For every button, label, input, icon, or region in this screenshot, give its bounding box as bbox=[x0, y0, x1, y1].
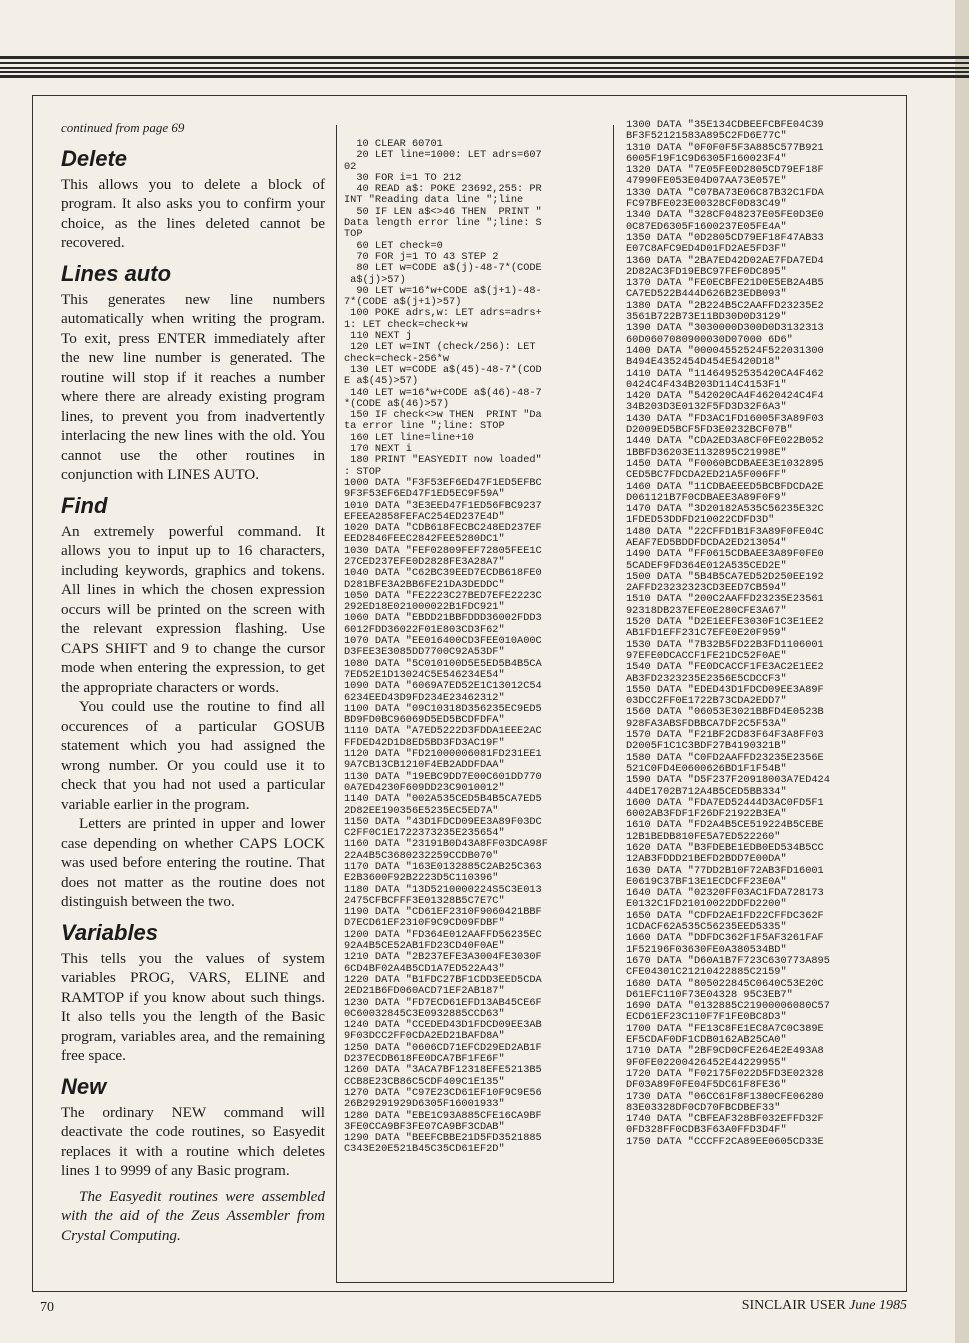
listing-line: 1210 DATA "2B237EFE3A3004FE3030F bbox=[344, 951, 542, 964]
basic-listing-left bbox=[344, 139, 608, 1156]
listing-line: 2ED21B6FD060ACD71EF2AB187" bbox=[344, 985, 505, 998]
listing-line: 150 IF check<>w THEN PRINT "Da bbox=[344, 409, 542, 422]
listing-line: 1FDED53DDFD210022CDFD3D" bbox=[626, 514, 775, 527]
listing-line: C2FF0C1E1722373235E235654" bbox=[344, 827, 505, 840]
listing-line: 9F03DCC2FF0CDA2ED21BAFD8A" bbox=[344, 1030, 505, 1043]
listing-line: 1400 DATA "00004552524F522031300 bbox=[626, 344, 824, 357]
listing-line: E a$(45)>57) bbox=[344, 375, 419, 388]
listing-line: 1150 DATA "43D1FDCD09EE3A89F03DC bbox=[344, 815, 542, 828]
listing-line: 1310 DATA "0F0F0F5F3A885C577B921 bbox=[626, 141, 824, 154]
listing-line: 1740 DATA "CBFEAF328BF032EFFD32F bbox=[626, 1113, 824, 1126]
basic-listing-right bbox=[626, 120, 910, 1148]
listing-line: AB3FD2323235E2356E5CDCCF3" bbox=[626, 672, 787, 685]
listing-line: E0132C1FD21010022DDFD2200" bbox=[626, 898, 787, 911]
listing-line: D61EFC110F73E04328 95C3EB7" bbox=[626, 988, 793, 1001]
listing-line: 1630 DATA "77DD2B10F72AB3FD16001 bbox=[626, 864, 824, 877]
listing-line: 0A7ED4230F609DD23C9010012" bbox=[344, 781, 505, 794]
listing-line: 0C60032845C3E0932885CCD63" bbox=[344, 1007, 505, 1020]
paragraph: This allows you to delete a block of program. It also asks you to confirm your choice, as the lines deleted cannot be recovered. bbox=[61, 175, 325, 251]
listing-line: 292ED18E021000022B1FDC921" bbox=[344, 601, 505, 614]
listing-line: 1320 DATA "7E05FE0D2805CD79EF18F bbox=[626, 164, 824, 177]
paragraph: This generates new line numbers automatically when writing the program. To exit, press ENTER immediately after the new line number is generated. The routine will stop if it reaches a number where there are already existing program lines, to prevent you from inadvertently interlacing the new lines with the old. You cannot use the other routines in conjunction with LINES AUTO. bbox=[61, 290, 325, 483]
listing-line: 1380 DATA "2B224B5C2AAFFD23235E2 bbox=[626, 299, 824, 312]
listing-line: D3FEE3E3085DD7700C92A53DF" bbox=[344, 646, 505, 659]
listing-line: D281BFE3A2BB6FE21DA3DEDDC" bbox=[344, 578, 505, 591]
listing-line: 1250 DATA "0606CD71EFCD29ED2AB1F bbox=[344, 1041, 542, 1054]
listing-line: FFDED42D1D8ED5BD3FD3AC19F" bbox=[344, 736, 505, 749]
listing-line: 1600 DATA "FDA7ED52444D3AC0FD5F1 bbox=[626, 796, 824, 809]
listing-line: 1580 DATA "C0FD2AAFFD23235E2356E bbox=[626, 751, 824, 764]
listing-line: 0FD328FF0CDB3F63A0FFD3D4F" bbox=[626, 1124, 787, 1137]
listing-line: 1140 DATA "002A535CED5B4B5CA7ED5 bbox=[344, 793, 542, 806]
listing-line: 1620 DATA "B3FDEBE1EDB0ED534B5CC bbox=[626, 842, 824, 854]
header-rules bbox=[0, 56, 969, 78]
listing-line: 1060 DATA "EBDD21BBFDDD36002FDD3 bbox=[344, 612, 542, 625]
listing-line: 02 bbox=[344, 160, 357, 173]
listing-line: 1090 DATA "6069A7ED52E1C13012C54 bbox=[344, 680, 542, 693]
listing-line: 1270 DATA "C97E23CD61EF10F9C9E56 bbox=[344, 1086, 542, 1099]
credit-note: The Easyedit routines were assembled with the aid of the Zeus Assembler from Crystal Computing. bbox=[61, 1187, 325, 1244]
listing-line: 928FA3ABSFDBBCA7DF2C5F53A" bbox=[626, 717, 787, 730]
listing-line: 7*(CODE a$(j+1)>57) bbox=[344, 296, 462, 309]
listing-line: 1480 DATA "22CFFD1B1F3A89F0FE04C bbox=[626, 525, 824, 538]
listing-line: *(CODE a$(46)>57) bbox=[344, 397, 450, 410]
listing-line: 60D0607080900030D07000 6D6" bbox=[626, 333, 793, 346]
listing-line: 1CDACF62A535C56235EED5335" bbox=[626, 921, 787, 934]
listing-line: 1000 DATA "F3F53EF6ED47F1ED5EFBC bbox=[344, 476, 542, 489]
listing-line: 1510 DATA "200C2AAFFD23235E23561 bbox=[626, 593, 824, 606]
paragraph: This tells you the values of system variables PROG, VARS, ELINE and RAMTOP if you know about such things. It also tells you the length of the Basic program, variables area, and the remaining free space. bbox=[61, 949, 325, 1064]
listing-line: 9F0FE02200426452E44229955" bbox=[626, 1056, 787, 1069]
listing-line: B494E4352454D454E5420D18" bbox=[626, 356, 781, 369]
listing-line: 140 LET w=16*w+CODE a$(46)-48-7 bbox=[344, 386, 542, 399]
heading-variables: Variables bbox=[61, 919, 159, 945]
magazine-footer bbox=[742, 1298, 907, 1314]
magazine-name: SINCLAIR USER bbox=[741, 1298, 846, 1313]
listing-line: EED2846FEEC2842FEE5280DC1" bbox=[344, 533, 505, 546]
listing-line: 1290 DATA "BEEFCBBE21D5FD3521885 bbox=[344, 1132, 542, 1145]
listing-line: D2005F1C1C3BDF27B4190321B" bbox=[626, 740, 787, 753]
continued-note: continued from page 69 bbox=[61, 120, 185, 135]
listing-line: 1110 DATA "A7ED5222D3FDDA1EEE2AC bbox=[344, 725, 542, 738]
listing-line: 1390 DATA "3030000D300D0D3132313 bbox=[626, 322, 824, 335]
listing-line: D2009ED5BCF5FD3E0232BCF07B" bbox=[626, 424, 793, 437]
listing-line: 97EFE0DCACCF1FE21DC52F0AE" bbox=[626, 649, 787, 662]
listing-line: 1660 DATA "DDFDC362F1F5AF3261FAF bbox=[626, 932, 824, 945]
listing-line: 6234EED43D9FD234E23462312" bbox=[344, 691, 505, 704]
listing-line: 7ED52E1D13024C5E546234E54" bbox=[344, 668, 505, 681]
listing-line: 10 CLEAR 60701 bbox=[344, 138, 443, 150]
listing-line: 1100 DATA "09C10318D356235EC9ED5 bbox=[344, 702, 542, 715]
listing-line: 180 PRINT "EASYEDIT now loaded" bbox=[344, 454, 542, 467]
listing-line: 1430 DATA "FD3AC1FD16005F3A89F03 bbox=[626, 412, 824, 425]
listing-line: CCB8E23CB86C5CDF409C1E135" bbox=[344, 1075, 505, 1088]
listing-line: 3FE0CCA9BF3FE07CA9BF3CDAB" bbox=[344, 1120, 505, 1133]
listing-line: 1490 DATA "FF0615CDBAEE3A89F0FE0 bbox=[626, 548, 824, 561]
listing-line: 100 POKE adrs,w: LET adrs=adrs+ bbox=[344, 307, 542, 320]
listing-line: 1750 DATA "CCCFF2CA89EE0605CD33E bbox=[626, 1135, 824, 1148]
listing-line: 1520 DATA "D2E1EEFE3030F1C3E1EE2 bbox=[626, 616, 824, 629]
listing-line: 521C0FD4E0600626BD1F1F54B" bbox=[626, 762, 787, 775]
listing-line: D061121B7F0CDBAEE3A89F0F9" bbox=[626, 491, 787, 504]
listing-line: 12AB3FDDD21BEFD2BDD7E00DA" bbox=[626, 853, 787, 866]
listing-line: 1340 DATA "328CF048237E05FE0D3E0 bbox=[626, 209, 824, 222]
page-edge bbox=[955, 0, 969, 1343]
heading-delete: Delete bbox=[61, 145, 128, 171]
listing-line: ECD61EF23C110F7F1FE0BC8D3" bbox=[626, 1011, 787, 1024]
listing-line: 1460 DATA "11CDBAEEED5BCBFDCDA2E bbox=[626, 480, 824, 493]
listing-line: 6CD4BF02A4B5CD1A7ED522A43" bbox=[344, 962, 505, 975]
heading-lines-auto: Lines auto bbox=[61, 260, 172, 286]
listing-line: 1080 DATA "5C010100D5E5ED5B4B5CA bbox=[344, 657, 542, 670]
listing-line: 1560 DATA "06053E3021BBFD4E0523B bbox=[626, 706, 824, 719]
issue-date: June 1985 bbox=[849, 1298, 907, 1313]
listing-line: AB1FD1EFF231C7EFE0E20F959" bbox=[626, 627, 787, 640]
paragraph: Letters are printed in upper and lower case depending on whether CAPS LOCK was used before entering the routine. That does not matter as the routine does not distinguish between the two. bbox=[61, 815, 325, 910]
heading-find: Find bbox=[61, 492, 108, 518]
listing-line: 110 NEXT j bbox=[344, 330, 412, 343]
listing-line: 92318DB237EFE0E280CFE3A67" bbox=[626, 604, 787, 617]
listing-line: 2AFFD23232323CD3EED7CB594" bbox=[626, 582, 787, 595]
listing-line: 1730 DATA "06CC61F8F1380CFE06280 bbox=[626, 1090, 824, 1103]
listing-line: 1030 DATA "FEF02809FEF72805FEE1C bbox=[344, 544, 542, 557]
listing-line: 130 LET w=CODE a$(45)-48-7*(COD bbox=[344, 363, 542, 376]
listing-line: TOP bbox=[344, 228, 363, 241]
listing-line: 1370 DATA "FE0ECBFE21D0E5EB2A4B5 bbox=[626, 277, 824, 290]
paragraph: An extremely powerful command. It allows you to input up to 16 characters, including keywords, graphics and tokens. All lines in which the chosen expression occurs will be printed on the screen with the relevant expression flashing. Use CAPS SHIFT and 9 to change the cursor mode when entering the expression, to get the appropriate characters or words. bbox=[61, 522, 325, 696]
listing-line: 22A4B5C3680232259CCDB070" bbox=[344, 849, 499, 862]
listing-line: 1240 DATA "CCEDED43D1FDCD09EE3AB bbox=[344, 1019, 542, 1032]
listing-line: 1040 DATA "C62BC39EED7ECDB618FE0 bbox=[344, 567, 542, 580]
listing-line: E0619C37BF13E1ECDCFF23E0A" bbox=[626, 875, 787, 888]
listing-line: 1160 DATA "23191B0D43A8FF03DCA98F bbox=[344, 838, 548, 851]
listing-line: 6002AB3FDF1F26DF21922B3EA" bbox=[626, 808, 787, 821]
listing-line: EFEEA2858FEFAC254ED237E4D" bbox=[344, 510, 505, 523]
listing-line: 1690 DATA "0132885C21900006080C57 bbox=[626, 1000, 830, 1013]
listing-line: 44DE1702B712A4B5CED5BB334" bbox=[626, 785, 787, 798]
listing-line: 1010 DATA "3E3EED47F1ED56FBC9237 bbox=[344, 499, 542, 512]
listing-line: 27CED237EFE0D2828FE3A28A7" bbox=[344, 555, 505, 568]
page-number: 70 bbox=[40, 1300, 54, 1315]
listing-line: 1020 DATA "CDB618FECBC248ED237EF bbox=[344, 522, 542, 535]
listing-line: 1350 DATA "0D2805CD79EF18F47AB33 bbox=[626, 231, 824, 244]
listing-line: 2475CFBCFFF3E01328B5C7E7C" bbox=[344, 894, 505, 907]
listing-line: 60 LET check=0 bbox=[344, 239, 443, 252]
listing-line: 1200 DATA "FD364E012AAFFD56235EC bbox=[344, 928, 542, 941]
listing-line: 9F3F53EF6ED47F1ED5EC9F59A" bbox=[344, 488, 505, 501]
paragraph: The ordinary NEW command will deactivate the code routines, so Easyedit replaces it with a routine which deletes lines 1 to 9999 of any Basic program. bbox=[61, 1103, 325, 1179]
listing-line: 1130 DATA "19EBC9DD7E00C601DD770 bbox=[344, 770, 542, 783]
listing-line: 1570 DATA "F21BF2CD83F64F3A8FF03 bbox=[626, 729, 824, 742]
listing-line: 0C87ED6305F1600237E05FE4A" bbox=[626, 220, 787, 233]
listing-line: 2D82AC3FD19EBC97FEF0DC895" bbox=[626, 265, 787, 278]
listing-line: 1190 DATA "CD61EF2310F9060421BBF bbox=[344, 906, 542, 919]
listing-line: 1450 DATA "F0060BCDBAEE3E1032895 bbox=[626, 457, 824, 470]
listing-line: 1180 DATA "13D5210000224S5C3E013 bbox=[344, 883, 542, 896]
listing-line: 1590 DATA "D5F237F20918003A7ED424 bbox=[626, 774, 830, 787]
listing-line: 3561B722B73E11BD30D0D3129" bbox=[626, 311, 787, 324]
listing-line: 1610 DATA "FD2A4B5CE519224B5CEBE bbox=[626, 819, 824, 832]
paragraph: You could use the routine to find all occurences of a particular GOSUB statement which you had assigned the wrong number. Or you could use it to check that you had not used a particular variable earlier in the program. bbox=[61, 698, 325, 813]
listing-line: 1BBFD36203E1132895C21998E" bbox=[626, 446, 787, 459]
listing-line: 170 NEXT i bbox=[344, 443, 412, 456]
heading-new: New bbox=[61, 1073, 107, 1099]
listing-line: 30 FOR i=1 TO 212 bbox=[344, 171, 462, 184]
listing-line: 1: LET check=check+w bbox=[344, 318, 468, 331]
listing-line: 03DCC2FF0E1722B73CDA2EDD7" bbox=[626, 695, 787, 708]
listing-line: BD9FD0BC96069D5ED5BCDFDFA" bbox=[344, 714, 505, 727]
article-text bbox=[61, 118, 325, 1245]
listing-line: CA7ED522B444D626B23EDB093" bbox=[626, 288, 787, 301]
listing-line: 1420 DATA "542020CA4F4620424C4F4 bbox=[626, 390, 824, 403]
listing-line: 5CADEF9FD364E012A535CED2E" bbox=[626, 559, 787, 572]
listing-line: CFE04301C21210422885C2159" bbox=[626, 966, 787, 979]
listing-line: AEAF7ED5BDDFDCDA2ED213054" bbox=[626, 536, 787, 549]
listing-line: 1500 DATA "5B4B5CA7ED52D250EE192 bbox=[626, 570, 824, 583]
listing-line: 1070 DATA "EE016400CD3FEE010A00C bbox=[344, 635, 542, 648]
listing-line: 50 IF LEN a$<>46 THEN PRINT " bbox=[344, 205, 542, 218]
listing-line: 26B29291929D6305F16001933" bbox=[344, 1098, 505, 1111]
listing-line: FC97BFE023E00328CF0D83C49" bbox=[626, 198, 787, 211]
listing-line: 0424C4F434B203D114C4153F1" bbox=[626, 378, 787, 391]
listing-line: 70 FOR j=1 TO 43 STEP 2 bbox=[344, 250, 499, 263]
listing-line: EF5CDAF0DF1CDB0162AB25CA0" bbox=[626, 1034, 787, 1047]
listing-line: 1550 DATA "EDED43D1FDCD09EE3A89F bbox=[626, 683, 824, 696]
listing-line: INT "Reading data line ";line bbox=[344, 194, 524, 207]
listing-line: 1700 DATA "FE13C8FE1EC8A7C0C389E bbox=[626, 1022, 824, 1035]
listing-line: 1650 DATA "CDFD2AE1FD22CFFDC362F bbox=[626, 909, 824, 922]
listing-line: E2B3600F92B2223D5C110396" bbox=[344, 872, 499, 885]
listing-line: ta error line ";line: STOP bbox=[344, 420, 505, 433]
listing-line: 120 LET w=INT (check/256): LET bbox=[344, 341, 542, 354]
listing-line: CED5BC7FDCDA2ED21A5F006FF" bbox=[626, 469, 787, 482]
listing-line: 1540 DATA "FE0DCACCF1FE3AC2E1EE2 bbox=[626, 661, 824, 674]
listing-line: 1530 DATA "7B32B5FD22B3FD1106001 bbox=[626, 638, 824, 651]
listing-line: 6012FDD36022F01E803CD3F62" bbox=[344, 623, 505, 636]
listing-line: a$(j)>57) bbox=[344, 273, 406, 286]
listing-line: 1710 DATA "2BF9CD0CFE264E2E493A8 bbox=[626, 1045, 824, 1058]
listing-line: 1230 DATA "FD7ECD61EFD13AB45CE6F bbox=[344, 996, 542, 1009]
listing-line: 1680 DATA "805022845C0640C53E20C bbox=[626, 977, 824, 990]
listing-line: 1300 DATA "35E134CDBEEFCBFE04C39 bbox=[626, 119, 824, 131]
listing-line: 1260 DATA "3ACA7BF12318EFE5213B5 bbox=[344, 1064, 542, 1077]
listing-line: 1280 DATA "EBE1C93A885CFE16CA9BF bbox=[344, 1109, 542, 1122]
listing-line: 1330 DATA "C07BA73E06C87B32C1FDA bbox=[626, 186, 824, 199]
listing-line: DF03A89F0FE04F5DC61F8FE36" bbox=[626, 1079, 787, 1092]
listing-line: check=check-256*w bbox=[344, 352, 450, 365]
listing-line: BF3F52121583A895C2FD6E77C" bbox=[626, 130, 787, 143]
listing-line: 47990FE053E04D07AA73E057E" bbox=[626, 175, 787, 188]
listing-line: 160 LET line=line+10 bbox=[344, 431, 474, 444]
listing-line: 90 LET w=16*w+CODE a$(j+1)-48- bbox=[344, 284, 542, 297]
listing-line: C343E20E521B45C35CD61EF2D" bbox=[344, 1143, 505, 1156]
listing-line: 1670 DATA "D60A1B7F723C630773A895 bbox=[626, 954, 830, 967]
listing-line: 92A4B5CE52AB1FD23CD40F0AE" bbox=[344, 940, 505, 953]
listing-line: 1170 DATA "163E0132885C2AB25C363 bbox=[344, 861, 542, 873]
listing-line: 40 READ a$: POKE 23692,255: PR bbox=[344, 183, 542, 196]
listing-line: Data length error line ";line: S bbox=[344, 217, 542, 230]
listing-line: 6005F19F1C9D6305F160023F4" bbox=[626, 152, 787, 165]
listing-line: 1360 DATA "2BA7ED42D02AE7FDA7ED4 bbox=[626, 254, 824, 267]
listing-line: 1050 DATA "FE2223C27BED7EFE2223C bbox=[344, 589, 542, 602]
listing-line: D237ECDB618FE0DCA7BF1FE6F" bbox=[344, 1053, 505, 1066]
listing-line: 80 LET w=CODE a$(j)-48-7*(CODE bbox=[344, 262, 542, 275]
listing-line: E07C8AFC9ED4D01FD2AE5FD3F" bbox=[626, 243, 787, 256]
listing-line: 1F52196F03630FE0A380534BD" bbox=[626, 943, 787, 956]
listing-line: 1720 DATA "F02175F022D5FD3E02328 bbox=[626, 1067, 824, 1080]
listing-line: 1220 DATA "B1FDC27BF1CDD3EED5CDA bbox=[344, 973, 542, 986]
listing-line: 34B203D3E0132F5FD3D32F6A3" bbox=[626, 401, 787, 414]
listing-line: 1440 DATA "CDA2ED3A8CF0FE022B052 bbox=[626, 435, 824, 448]
listing-line: 20 LET line=1000: LET adrs=607 bbox=[344, 149, 542, 162]
listing-line: 1470 DATA "3D20182A535C56235E32C bbox=[626, 503, 824, 516]
listing-line: 1640 DATA "02320FF03AC1FDA728173 bbox=[626, 887, 824, 900]
listing-line: 1120 DATA "FD21000006081FD231EE1 bbox=[344, 748, 542, 761]
listing-line: 12B1BEDB810FE5A7ED522260" bbox=[626, 830, 781, 843]
listing-line: : STOP bbox=[344, 465, 382, 478]
listing-line: 1410 DATA "11464952535420CA4F462 bbox=[626, 367, 824, 380]
listing-line: 2D82EE190356E5235EC5ED7A" bbox=[344, 804, 499, 817]
listing-line: 83E03328DF0CD70FBCDBEF33" bbox=[626, 1101, 781, 1114]
listing-line: D7ECD61EF2310F9C9CD09FDBF" bbox=[344, 917, 505, 930]
listing-line: 9A7CB13CB1210F4EB2ADDFDAA" bbox=[344, 759, 505, 772]
